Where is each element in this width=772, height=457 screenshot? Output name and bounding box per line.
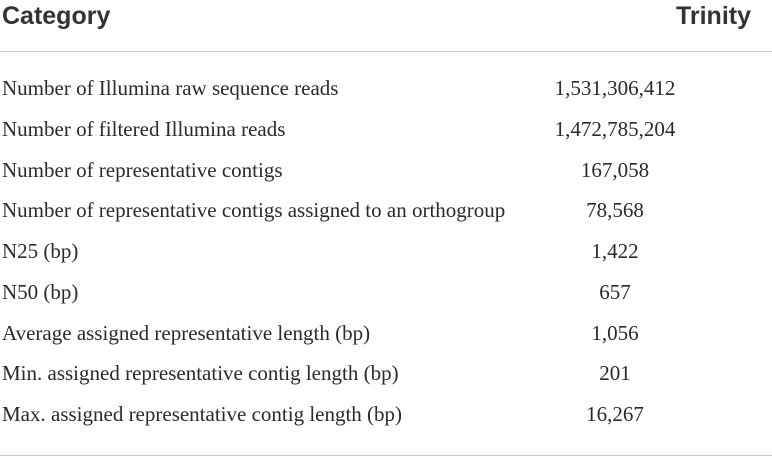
- table-body: [0, 71, 772, 438]
- row-label: N25 (bp): [2, 239, 79, 263]
- row-value: 201: [599, 361, 631, 386]
- table-header: [0, 0, 772, 52]
- row-label: Min. assigned representative contig length (bp): [2, 361, 399, 386]
- header-divider: [0, 51, 772, 52]
- row-label: N50 (bp): [2, 279, 79, 304]
- table-row: [0, 316, 772, 357]
- row-label: Average assigned representative length (bp): [2, 320, 371, 345]
- table-row: [0, 71, 772, 112]
- row-value: 1,531,306,412: [554, 76, 676, 100]
- row-value: 78,568: [586, 198, 644, 223]
- row-label: Number of representative contigs assigned to an orthogroup: [2, 198, 506, 223]
- table-row: [0, 275, 772, 316]
- table-row: [0, 397, 772, 438]
- table-row: [0, 112, 772, 153]
- row-value: 1,056: [591, 320, 639, 345]
- row-label: Number of filtered Illumina reads: [2, 116, 286, 141]
- table-bottom-rule: [0, 455, 772, 456]
- row-value: 657: [599, 279, 631, 304]
- row-value: 1,422: [591, 239, 639, 263]
- row-label: Max. assigned representative contig length (bp): [2, 402, 403, 426]
- column-header-category: Category: [2, 2, 111, 30]
- row-label: Number of representative contigs: [2, 157, 283, 182]
- row-value: 16,267: [586, 402, 644, 426]
- table-row: [0, 193, 772, 234]
- row-label: Number of Illumina raw sequence reads: [2, 76, 339, 100]
- row-value: 1,472,785,204: [554, 116, 676, 141]
- table-row: [0, 356, 772, 397]
- table-row: [0, 234, 772, 275]
- column-header-trinity: Trinity: [675, 2, 751, 30]
- table-row: [0, 153, 772, 194]
- row-value: 167,058: [580, 157, 650, 182]
